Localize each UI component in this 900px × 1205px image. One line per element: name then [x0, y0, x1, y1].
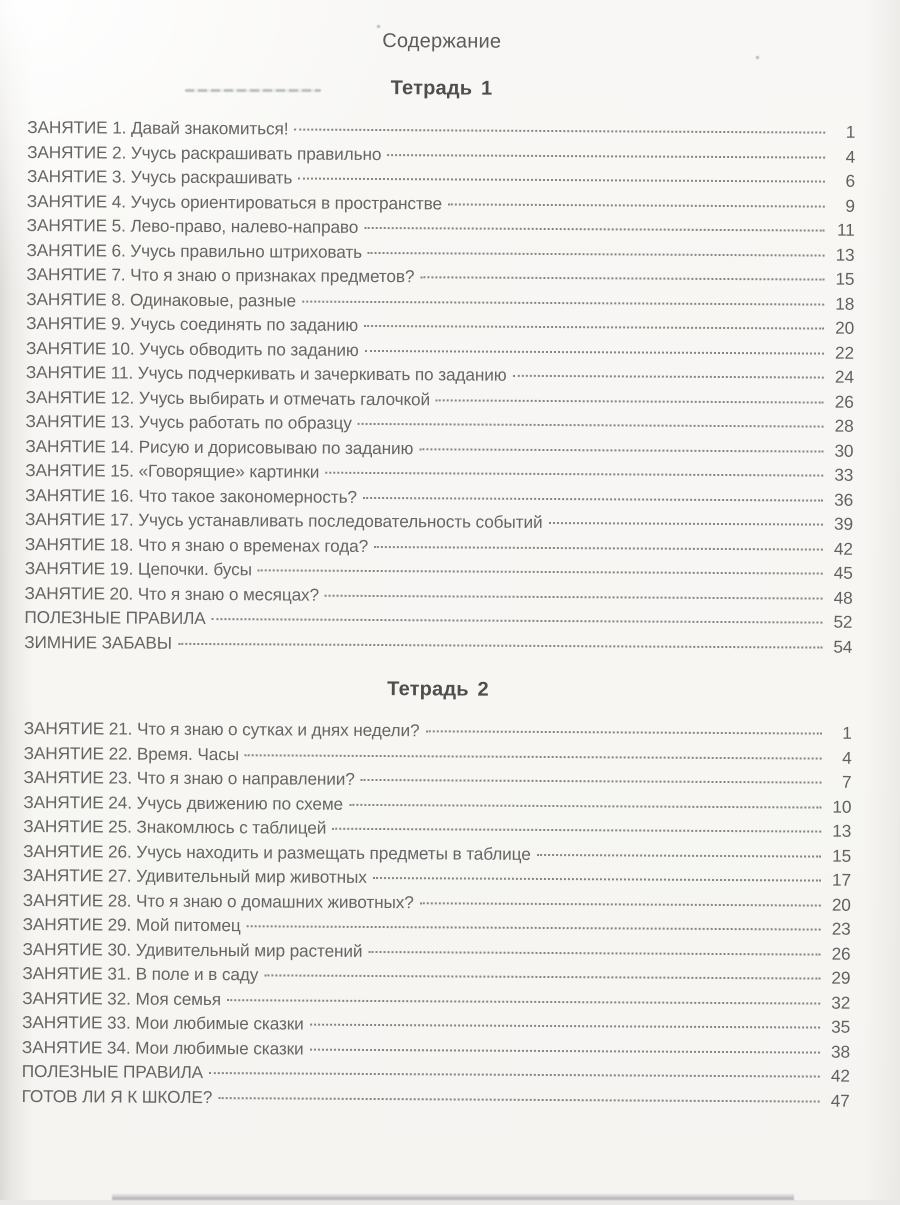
dot-leader [374, 545, 823, 550]
toc-entry-label: ЗАНЯТИЕ 3. Учусь раскрашивать [26, 165, 293, 188]
toc-entry-label: ЗАНЯТИЕ 34. Мои любимые сказки [21, 1036, 304, 1059]
toc-row [24, 629, 852, 658]
dot-leader [310, 1024, 820, 1029]
dot-leader [332, 828, 821, 833]
dot-leader [349, 803, 821, 808]
dot-leader [325, 594, 823, 599]
toc-entry-page: 17 [831, 869, 852, 890]
toc-entry-page: 36 [834, 489, 854, 510]
dot-leader [448, 203, 825, 207]
dot-leader [363, 496, 823, 501]
dot-leader [373, 877, 821, 882]
toc-row [22, 1083, 850, 1112]
section-heading: Тетрадь 2 [387, 678, 489, 701]
toc-section [24, 74, 855, 659]
toc-entry-page: 13 [835, 244, 855, 265]
toc-entry-label: ЗАНЯТИЕ 29. Мой питомец [22, 913, 241, 936]
dot-leader [365, 349, 824, 354]
toc-entry-label: ЗИМНИЕ ЗАБАВЫ [24, 631, 173, 653]
toc-entry-label: ЗАНЯТИЕ 30. Удивительный мир растений [22, 938, 363, 961]
toc-entry-page: 7 [841, 771, 852, 792]
dot-leader [419, 448, 823, 452]
toc-entry-page: 42 [830, 1065, 850, 1086]
toc-entry-label: ЗАНЯТИЕ 33. Мои любимые сказки [22, 1011, 304, 1034]
dot-leader [420, 276, 824, 280]
toc-entry-label: ПОЛЕЗНЫЕ ПРАВИЛА [24, 606, 206, 629]
dot-leader [218, 1097, 819, 1102]
toc-entry-label: ЗАНЯТИЕ 27. Удивительный мир животных [22, 864, 367, 887]
toc-entry-label: ЗАНЯТИЕ 21. Что я знаю о сутках и днях недели? [23, 717, 420, 741]
dot-leader [425, 730, 821, 734]
toc-entry-label: ПОЛЕЗНЫЕ ПРАВИЛА [21, 1060, 204, 1083]
toc-entry-label: ЗАНЯТИЕ 17. Учусь устанавливать последовательность событий [24, 508, 543, 532]
toc-rows [22, 716, 852, 1113]
dot-leader [368, 251, 825, 256]
toc-entry-label: ЗАНЯТИЕ 23. Что я знаю о направлении? [23, 766, 355, 789]
toc-entry-page: 33 [834, 464, 854, 485]
toc-rows [24, 115, 855, 659]
dot-leader [178, 642, 822, 648]
scan-edge-artifact [112, 1193, 794, 1200]
dot-leader [302, 300, 824, 305]
toc-entry-page: 39 [834, 513, 854, 534]
toc-entry-page: 4 [842, 747, 852, 768]
toc-entry-page: 30 [834, 440, 854, 461]
dot-leader [361, 779, 822, 784]
toc-entry-page: 1 [845, 121, 856, 142]
toc-entry-label: ЗАНЯТИЕ 4. Учусь ориентироваться в пространстве [26, 190, 443, 213]
toc-entry-label: ЗАНЯТИЕ 32. Моя семья [22, 987, 222, 1009]
toc-entry-page: 6 [845, 170, 856, 191]
dot-leader [298, 178, 825, 183]
dot-leader [209, 1072, 820, 1078]
toc-entry-label: ЗАНЯТИЕ 31. В поле и в саду [22, 962, 259, 985]
dot-leader [364, 325, 824, 330]
toc-entry-page: 54 [833, 636, 853, 657]
toc-entry-page: 42 [833, 538, 853, 559]
toc-entry-label: ЗАНЯТИЕ 15. «Говорящие» картинки [25, 459, 320, 482]
toc-entry-label: ЗАНЯТИЕ 10. Учусь обводить по заданию [25, 337, 359, 360]
toc-entry-label: ЗАНЯТИЕ 18. Что я знаю о временах года? [24, 533, 369, 556]
scan-smudge-artifact [185, 89, 321, 92]
dot-leader [325, 472, 823, 477]
dot-leader [513, 375, 824, 379]
page-title: Содержание [382, 30, 502, 53]
toc-entry-label: ЗАНЯТИЕ 16. Что такое закономерность? [25, 484, 357, 507]
toc-entry-page: 52 [833, 611, 853, 632]
toc-entry-page: 20 [835, 317, 855, 338]
toc-entry-page: 22 [835, 342, 855, 363]
toc-entry-page: 20 [831, 894, 851, 915]
toc-entry-label: ЗАНЯТИЕ 7. Что я знаю о признаках предметов? [26, 263, 415, 287]
toc-entry-label: ГОТОВ ЛИ Я К ШКОЛЕ? [21, 1085, 213, 1107]
toc-entry-label: ЗАНЯТИЕ 6. Учусь правильно штриховать [26, 239, 363, 262]
toc-entry-label: ЗАНЯТИЕ 13. Учусь работать по образцу [25, 410, 352, 433]
dot-leader [368, 950, 820, 955]
dot-leader [537, 853, 821, 857]
toc-entry-page: 28 [834, 415, 854, 436]
dot-leader [387, 154, 825, 159]
toc-entry-label: ЗАНЯТИЕ 26. Учусь находить и размещать предметы в таблице [23, 840, 531, 864]
toc-entry-page: 38 [830, 1041, 851, 1062]
toc-entry-label: ЗАНЯТИЕ 5. Лево-право, налево-направо [26, 214, 359, 237]
toc-entry-label: ЗАНЯТИЕ 22. Время. Часы [23, 742, 240, 764]
toc-entry-page: 24 [834, 366, 854, 387]
toc-entry-page: 26 [831, 943, 851, 964]
toc-entry-label: ЗАНЯТИЕ 9. Учусь соединять по заданию [26, 312, 359, 335]
toc-entry-page: 4 [845, 146, 856, 167]
dot-leader [245, 754, 822, 759]
toc-entry-label: ЗАНЯТИЕ 14. Рисую и дорисовываю по заданию [25, 435, 414, 458]
toc-entry-page: 9 [845, 195, 855, 216]
dot-leader [358, 423, 824, 428]
section-heading: Тетрадь 1 [390, 77, 493, 100]
scan-speck-artifact [377, 25, 380, 28]
toc-entry-label: ЗАНЯТИЕ 25. Знакомлюсь с таблицей [23, 815, 327, 838]
dot-leader [264, 974, 820, 979]
toc-entry-page: 15 [835, 268, 855, 289]
toc-entry-page: 23 [831, 918, 851, 939]
toc-entry-page: 11 [836, 219, 855, 240]
toc-entry-page: 10 [832, 796, 852, 817]
toc-entry-label: ЗАНЯТИЕ 11. Учусь подчеркивать и зачеркивать по заданию [25, 361, 507, 385]
scan-speck-artifact [756, 56, 759, 59]
toc-entry-label: ЗАНЯТИЕ 19. Цепочки. бусы [24, 557, 252, 580]
dot-leader [310, 1048, 820, 1053]
dot-leader [212, 618, 823, 624]
toc-entry-label: ЗАНЯТИЕ 20. Что я знаю о месяцах? [24, 582, 320, 605]
toc-entry-page: 1 [842, 722, 852, 743]
toc-entry-label: ЗАНЯТИЕ 1. Давай знакомиться! [27, 116, 289, 139]
toc-entry-label: ЗАНЯТИЕ 8. Одинаковые, разные [26, 288, 297, 311]
dot-leader [364, 227, 824, 232]
toc-sections [22, 74, 856, 1113]
toc-entry-label: ЗАНЯТИЕ 2. Учусь раскрашивать правильно [27, 141, 382, 164]
toc-entry-label: ЗАНЯТИЕ 12. Учусь выбирать и отмечать галочкой [25, 386, 431, 409]
dot-leader [258, 569, 823, 574]
dot-leader [420, 902, 821, 906]
toc-section [22, 675, 852, 1113]
toc-entry-page: 26 [834, 391, 854, 412]
toc-entry-page: 13 [832, 820, 852, 841]
dot-leader [247, 925, 821, 930]
toc-entry-label: ЗАНЯТИЕ 28. Что я знаю о домашних животных? [22, 889, 414, 912]
toc-entry-page: 35 [831, 1016, 851, 1037]
dot-leader [436, 399, 824, 403]
toc-entry-page: 18 [835, 293, 855, 314]
dot-leader [548, 522, 823, 526]
toc-entry-page: 32 [831, 992, 851, 1013]
toc-entry-label: ЗАНЯТИЕ 24. Учусь движению по схеме [23, 791, 344, 814]
toc-entry-page: 45 [833, 562, 853, 583]
dot-leader [227, 999, 820, 1004]
toc-entry-page: 15 [832, 845, 852, 866]
dot-leader [294, 129, 825, 134]
toc-entry-page: 47 [830, 1090, 850, 1111]
toc-entry-page: 48 [833, 587, 853, 608]
toc-entry-page: 29 [831, 967, 851, 988]
